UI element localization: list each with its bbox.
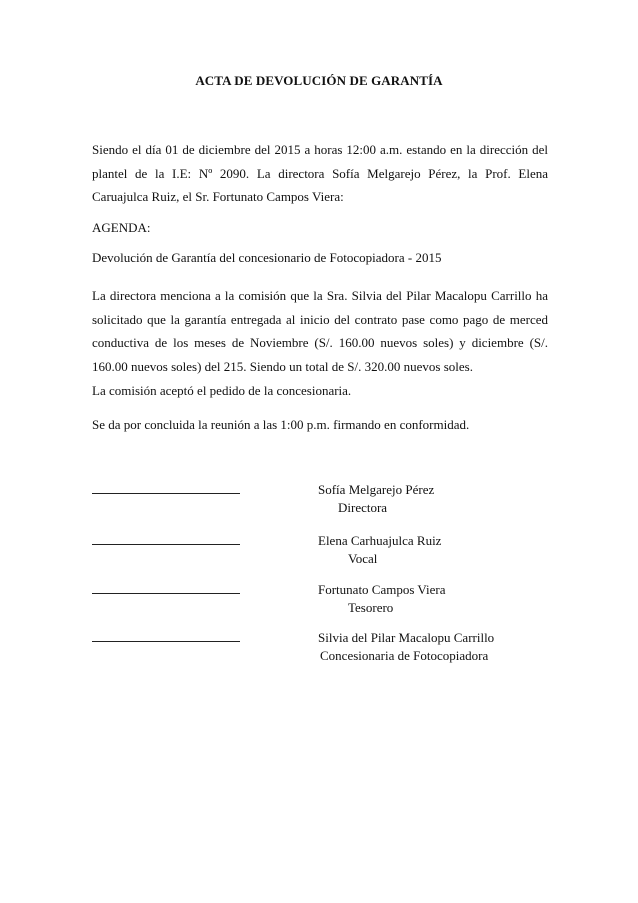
signature-line-3: [92, 593, 240, 594]
acceptance-paragraph: La comisión aceptó el pedido de la concesionaria.: [92, 383, 352, 398]
signatory-name-1: Sofía Melgarejo Pérez: [318, 482, 435, 497]
agenda-item: Devolución de Garantía del concesionario de Fotocopiadora - 2015: [92, 250, 442, 265]
signatory-name-3: Fortunato Campos Viera: [318, 582, 446, 597]
signatory-role-2: Vocal: [348, 551, 378, 566]
signatory-role-1: Directora: [338, 500, 388, 515]
main-paragraph: La directora menciona a la comisión que la Sra. Silvia del Pilar Macalopu Carrillo ha solicitado que la garantía entregada al inicio del contrato pase como pago de merced conductiva de los meses de Noviembre (S/. 160.00 nuevos soles) y diciembre (S/. 160.00 nuevos soles) del 215. Siendo un total de S/. 320.00 nuevos soles.: [92, 288, 548, 374]
signatory-role-4: Concesionaria de Fotocopiadora: [320, 648, 489, 663]
closing-paragraph: Se da por concluida la reunión a las 1:00 p.m. firmando en conformidad.: [92, 417, 470, 432]
intro-paragraph: Siendo el día 01 de diciembre del 2015 a horas 12:00 a.m. estando en la dirección del plantel de la I.E: Nº 2090. La directora Sofía Melgarejo Pérez, la Prof. Elena Caruajulca Ruiz, el Sr. Fortunato Campos Viera:: [92, 142, 548, 204]
signature-line-2: [92, 544, 240, 545]
signature-line-4: [92, 641, 240, 642]
agenda-label: AGENDA:: [92, 220, 151, 235]
signatory-name-4: Silvia del Pilar Macalopu Carrillo: [318, 630, 495, 645]
document-title: ACTA DE DEVOLUCIÓN DE GARANTÍA: [195, 73, 443, 88]
signature-line-1: [92, 493, 240, 494]
signatory-name-2: Elena Carhuajulca Ruiz: [318, 533, 442, 548]
signatory-role-3: Tesorero: [348, 600, 394, 615]
